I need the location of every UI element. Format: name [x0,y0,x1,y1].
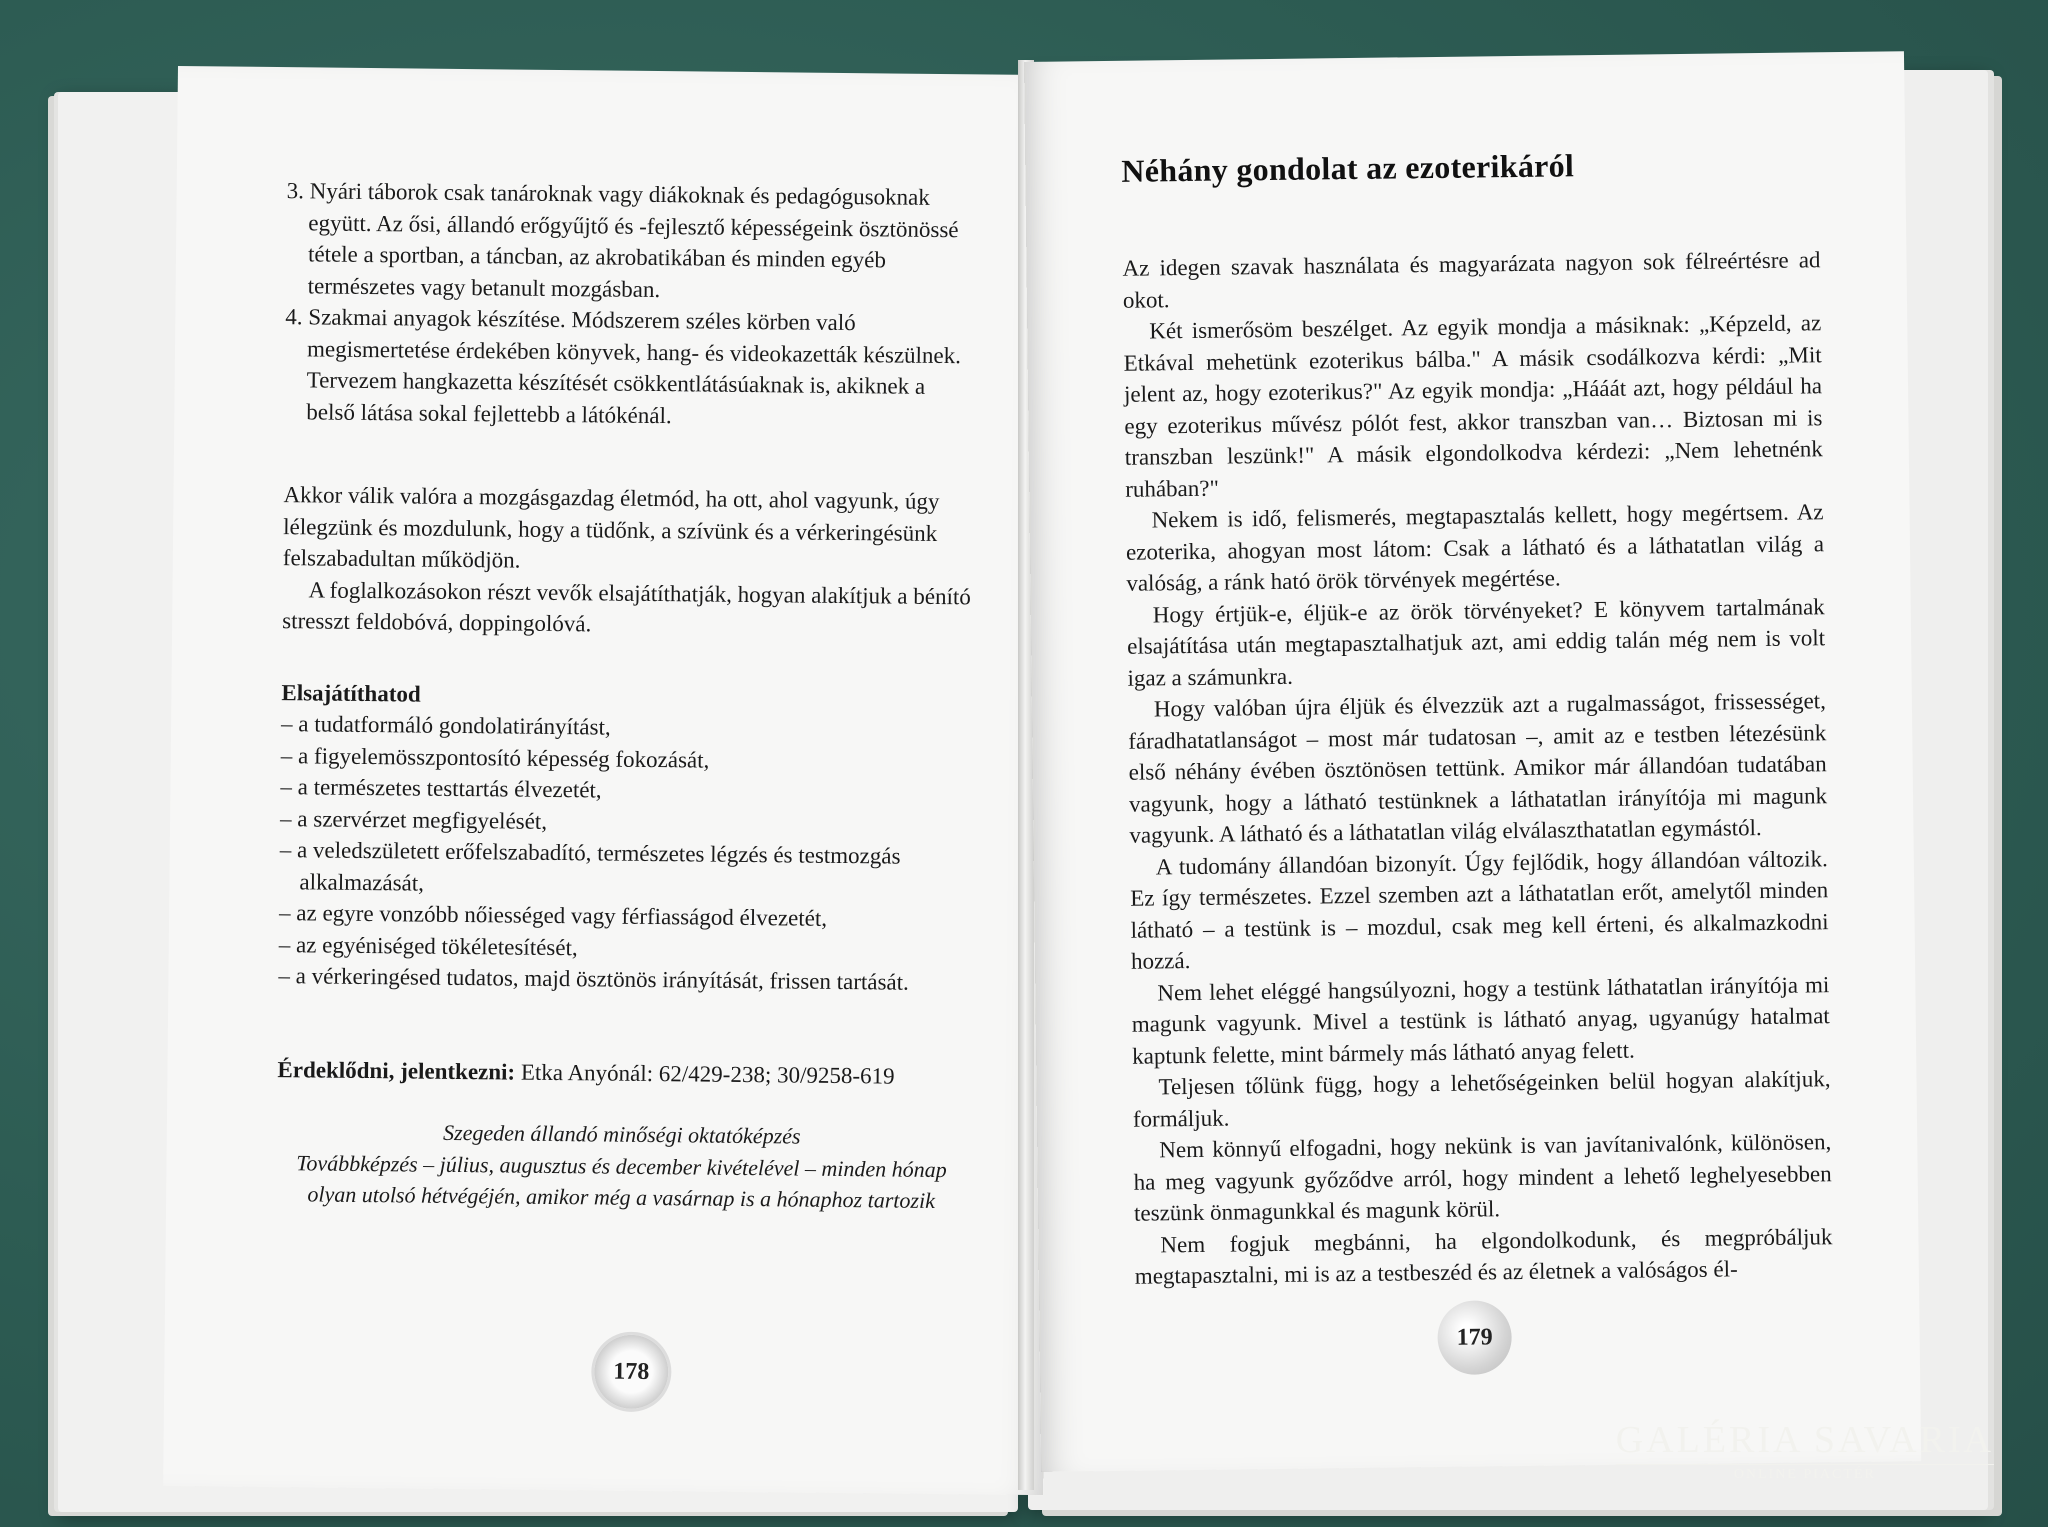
list-item: – a figyelemösszpontosító képesség fokozását, [280,742,710,773]
paragraph: Hogy értjük-e, éljük-e az örök törvényeket? E könyvem tartalmának elsajátítása után megtapasztalhatjuk azt, ami eddig talán még nem is volt igaz a számunkra. [1126,593,1826,691]
left-page-text [276,175,977,1217]
paragraph: Nem lehet eléggé hangsúlyozni, hogy a testünk láthatatlan irányítója mi magunk vagyunk. Mivel a testünk is látható anyag, ugyanúgy hatalmat kaptunk felette, mint bármely más látható anyag felett. [1131,971,1830,1069]
paragraph: A tudomány állandóan bizonyít. Úgy fejlődik, hogy állandóan változik. Ez így természetes. Ezzel szemben azt a láthatatlan erőt, amelytől minden látható – a testünk is – mozdul, csak meg kell érteni, és alkalmazkodni hozzá. [1130,845,1829,974]
paragraph-stress: A foglalkozásokon részt vevők elsajátíthatják, hogyan alakítjuk a bénító stresszt feldobóvá, doppingolóvá. [282,576,971,637]
list-item: – az egyre vonzóbb nőiességed vagy férfiasságod élvezetét, [279,900,828,931]
paragraph: Hogy valóban újra éljük és élvezzük azt a rugalmasságot, frissességet, fáradhatatlanságot – most már tudatosan –, amit az e testben létezésünk első néhány évében ösztönösen tettünk. Amikor már állandóan tudatában vagyunk, hogy a látható testünknek a láthatatlan irányítója mi magunk vagyunk. A látható és a láthatatlan világ elválaszthatatlan egymástól. [1128,688,1828,848]
right-page [1024,51,1921,1472]
list-item: – az egyéniséged tökéletesítését, [278,931,578,960]
numbered-item-4: 4. Szakmai anyagok készítése. Módszerem széles körben való megismertetése érdekében könyvek, hang- és videokazetták készülnek. Tervezem hangkazetta készítését csökkentlátásúaknak is, akiknek a belső látása sokal fejlettebb a látókénál. [285,304,962,428]
training-note [276,1115,967,1217]
list-item: – a vérkeringésed tudatos, majd ösztönös irányítását, frissen tartását. [278,963,909,995]
numbered-item-3: 3. Nyári táborok csak tanároknak vagy diákoknak és pedagógusoknak együtt. Az ősi, állandó erőgyűjtő és -fejlesztő képességeink ösztönössé tétele a sportban, a táncban, az akrobatikában és minden egyéb természetes vagy betanult mozgásban. [286,178,959,302]
list-heading: Elsajátíthatod [281,679,421,707]
watermark [1616,1418,1994,1483]
contact-line [277,1054,967,1093]
paragraph: Nem könnyű elfogadni, hogy nekünk is van javítanivalónk, különösen, ha meg vagyunk győződve arról, hogy mindent a lehető leghelyesebben teszünk önmagunkkal és magunk körül. [1133,1129,1832,1226]
training-line: olyan utolsó hétvégéjén, amikor még a vasárnap is a hónaphoz tartozik [307,1181,936,1213]
skills-list [278,708,971,999]
list-item: – a tudatformáló gondolatirányítást, [280,711,611,740]
training-line: Továbbképzés – július, augusztus és december kivételével – minden hónap [296,1149,947,1182]
chapter-title: Néhány gondolat az ezoterikáról [1121,147,1575,189]
right-page-text [1122,244,1833,1292]
page-number-179: 179 [1437,1300,1512,1375]
list-item: – a szervérzet megfigyelését, [279,805,548,834]
paragraph: Két ismerősöm beszélget. Az egyik mondja a másiknak: „Képzeld, az Etkával mehetünk ezoterikus bálba." A másik csodálkozva kérdi: „Mit jelent az, hogy ezoterikus?" Az egyik mondja: „Hááát azt, hogy például ha egy ezoterikus művész pólót fest, akkor transzban van… Biztosan mi is transzban leszünk!" A másik elgondolkodva kérdezi: „Nem lehetnénk ruhában?" [1123,310,1823,502]
paragraph: Teljesen tőlünk függ, hogy a lehetőségeinken belül hogyan alakítjuk, formáljuk. [1132,1066,1831,1132]
paragraph: Az idegen szavak használata és magyarázata nagyon sok félreértésre ad okot. [1122,247,1821,313]
list-item: – a természetes testtartás élvezetét, [280,774,602,803]
watermark-title: GALÉRIA SAVARIA [1615,1419,1994,1461]
contact-label: Érdeklődni, jelentkezni: [277,1056,516,1085]
paragraph: Nekem is idő, felismerés, megtapasztalás kellett, hogy megértsem. Az ezoterika, ahogyan most látom: Csak a látható és a láthatatlan világ a valóság, a ránk ható örök törvények megértése. [1125,499,1825,596]
paragraph-lifestyle: Akkor válik valóra a mozgásgazdag életmód, ha ott, ahol vagyunk, úgy lélegzünk és mozdulunk, hogy a tüdőnk, a szívünk és a vérkeringésünk felszabadultan működjön. [282,482,940,573]
paragraph: Nem fogjuk megbánni, ha elgondolkodunk, és megpróbáljuk megtapasztalni, mi is az a testbeszéd és az életnek a valóságos él- [1134,1223,1833,1289]
watermark-subtitle: ONLINE PIACTÉR [1616,1464,1994,1483]
training-line: Szegeden állandó minőségi oktatóképzés [442,1119,801,1149]
page-number-178: 178 [594,1334,669,1409]
left-page [163,66,1058,1495]
list-item: – a veledszületett erőfelszabadító, természetes légzés és testmozgás alkalmazását, [279,837,901,896]
contact-value: Etka Anyónál: 62/429-238; 30/9258-619 [515,1059,895,1089]
